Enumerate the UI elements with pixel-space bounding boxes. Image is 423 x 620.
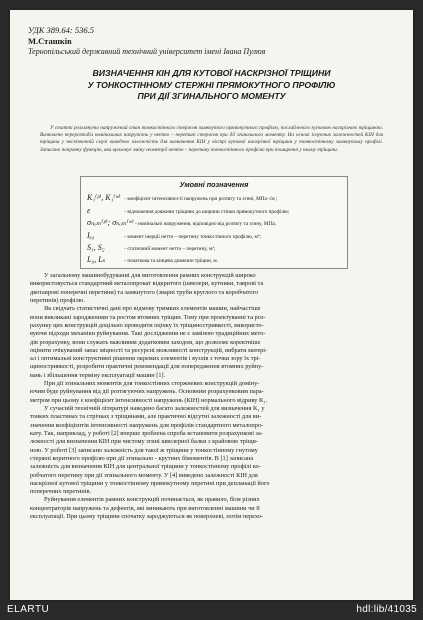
body-text <box>30 272 395 521</box>
nomenclature-text: - коефіцієнт інтенсивності напружень при розтягу та згині, МПа·√м ; <box>124 196 278 202</box>
repository-label: ELARTU <box>7 604 50 615</box>
document-page <box>10 10 413 600</box>
paragraph-2: Як свідчать статистичні дані про відмову тримких елементів машин, найчастіше вони викликані зародженням та ростом втомних тріщин. Тому при проектуванні та роз- рахунку цих конструкцій доцільно проводити оцінку їх тріщиностривкості, використо- вуючи підходи механіки руйнування. Такі дослідження не є заміною традиційних мето- дів розрахунку, вони служать важливим додатковим заходом, що дозволяє коректніше оцінити очікуваний запас міцності та ресурсні можливості конструкцій, вибрати матері- ал і оптимальні конструктивні рішення окремих елементів і вузлів з точки зору їх трі- щиностривкості, розробити практичні рекомендації для попередження втомних руйну- вань і збільшення терміну експлуатації машин [1]. <box>30 305 268 379</box>
paragraph-5: Руйнування елементів рамних конструкцій починається, як правило, біля різних концентраторів напружень та дефектів, які виникають при виготовленні машини чи її експлуатації. При цьому тріщини спочатку зароджуються як поверхневі, потім перехо- <box>30 496 264 521</box>
nomenclature-item <box>87 255 218 264</box>
handle-id: hdl:lib/41035 <box>356 604 417 615</box>
paragraph-3: При дії згинальних моментів для тонкостінних стержневих конструкцій домінy- ючим буде руйнування від дії розтягуючих напружень. Основним розрахунковим пара- метром при цьому є коефіцієнт інтенсивності напружень (КІН) нормального відриву K₁. <box>30 380 268 404</box>
nomenclature-text: - відношення довжини тріщини до ширини стінки прямокутного профілю; <box>124 209 290 215</box>
nomenclature-item <box>87 206 289 215</box>
nomenclature-symbol: S₁, S₂ <box>87 243 105 252</box>
nomenclature-item <box>87 193 277 202</box>
nomenclature-text: - момент інерції нетто – перетину тонкостінного профілю, м⁴; <box>124 234 262 240</box>
nomenclature-item <box>87 231 261 240</box>
nomenclature-box <box>80 176 348 269</box>
paragraph-1: У загальному машинобудуванні для виготовлення рамних конструкцій широко використовується стандартний металопрокат відкритого (швелери, кутники, таврові та двотаврові поперечні перетини) та замкнутого (зварні труби круглого та коробчатого перетинів) профілю. <box>30 272 264 304</box>
nomenclature-symbol: ε <box>87 206 91 215</box>
paragraph-4: У сучасній технічній літературі наведено багато залежностей для визначення K₁ у тонких пластинах та стрічках з тріщинами, але практично відсутні залежності для ви- значення коефіцієнтів інтенсивності напружень для профілів стандартного металопро- кату. Так, наприклад, у роботі [2] вперше зроблена спроба встановити розрахункові за- лежності для визначення КІН при чистому згині швелерної балки з крайовою тріщи- ною. У роботі [3] записано залежність для такої ж тріщини у тонкостінному гнутому стержні коритного профілю при дії згинально - крутних бімоментів. В [1] записана залежність для визначення КІН для центральної тріщини у тонкостінному профілі ко- робчатого перетину при дії згинального моменту. У [4] виведено залежності КІН для наскрізної кутової тріщини у тонкостінному прямокутному перетині при депланації його поперечних перетинів. <box>30 405 270 496</box>
nomenclature-title: Умовні позначення <box>179 180 249 189</box>
affiliation: Тернопільський державний технічний університет імені Івана Пулюя <box>28 47 266 56</box>
paper-title: ВИЗНАЧЕННЯ КІН ДЛЯ КУТОВОЇ НАСКРІЗНОЇ ТРІЩИНИ У ТОНКОСТІННОМУ СТЕРЖНІ ПРЯМОКУТНОГО ПРОФІЛЮ ПРИ ДІЇ ЗГИНАЛЬНОГО МОМЕНТУ <box>87 68 336 101</box>
nomenclature-text: - номінальні напруження, відповідно від розтягу та згину, МПа; <box>134 221 276 227</box>
nomenclature-item <box>87 243 215 252</box>
nomenclature-item <box>87 218 276 227</box>
author-name: М.Сташків <box>28 36 72 46</box>
nomenclature-text: - початкова та кінцева довжини тріщин, м. <box>124 258 218 264</box>
nomenclature-text: - статичний момент нетто – перетину, м³; <box>124 246 216 252</box>
nomenclature-symbol: Iᵧ₀ <box>87 231 95 240</box>
nomenclature-symbol: K₁⁽ᵖ⁾, K₁⁽ʷ⁾ <box>87 193 121 202</box>
abstract: У статті розглянуто напружений стан тонкостінного стержня замкнутого прямокутного профілю, послабленого кутовою наскрізною тріщиною. Визначено перерозподіл номінальних напружень у нетто – перетині стержня при дії згинального моменту. На основі існуючих залежностей КІН для тріщини у нескінченній смузі виведено залежність для визначення КІН у вістрі кутової наскрізної тріщини у тонкостінному замкнутому профілі. Записано поправну функцію, яка враховує зміну геометрії нетто – перетину тонкостінного профілю при поширенні у ньому тріщини. <box>40 125 383 153</box>
nomenclature-symbol: L₀, Lₛ <box>87 255 106 264</box>
udc-code: УДК 389.64: 536.5 <box>28 25 95 35</box>
nomenclature-symbol: σₙₒₘ⁽ᵖ⁾; σₙₒₘ⁽ʷ⁾ <box>87 218 134 227</box>
